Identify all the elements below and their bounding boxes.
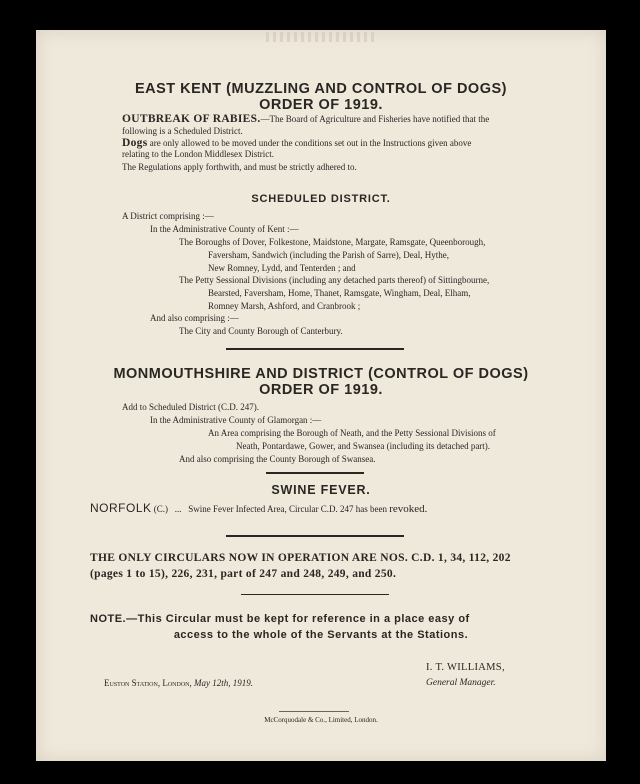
intro-paragraph-1 xyxy=(122,113,489,125)
county-name: NORFOLK xyxy=(90,501,152,515)
district-line: And also comprising :— xyxy=(150,313,239,323)
divider xyxy=(226,535,404,537)
divider xyxy=(226,348,404,350)
signatory-name: I. T. WILLIAMS, xyxy=(426,662,505,673)
district-line: The Petty Sessional Divisions (including any detached parts thereof) of Sittingbourne, xyxy=(179,275,490,285)
intro-paragraph-3: The Regulations apply forthwith, and must be strictly adhered to. xyxy=(122,162,357,172)
monmouth-line: In the Administrative County of Glamorgan :— xyxy=(150,415,322,425)
issue-date: May 12th, 1919. xyxy=(194,678,253,688)
leader-dots: ... xyxy=(174,504,182,514)
district-line: Faversham, Sandwich (including the Parish of Sarre), Deal, Hythe, xyxy=(208,250,449,260)
monmouth-line: Neath, Pontardawe, Gower, and Swansea (including its detached part). xyxy=(236,441,491,451)
circulars-line1: THE ONLY CIRCULARS NOW IN OPERATION ARE NOS. C.D. 1, 34, 112, 202 xyxy=(90,552,511,564)
intro-paragraph-2 xyxy=(122,137,471,149)
district-line: The Boroughs of Dover, Folkestone, Maidstone, Margate, Ramsgate, Queenborough, xyxy=(179,237,486,247)
place: Euston Station, London, xyxy=(104,678,192,688)
county-code: (C.) xyxy=(153,504,169,514)
east-kent-title-line1: EAST KENT (MUZZLING AND CONTROL OF DOGS) xyxy=(134,81,507,97)
dogs-text: are only allowed to be moved under the conditions set out in the Instructions given above xyxy=(147,138,472,148)
district-line: The City and County Borough of Canterbury. xyxy=(179,326,343,336)
monmouthshire-title-line2: ORDER OF 1919. xyxy=(259,382,383,398)
norfolk-entry xyxy=(90,501,427,515)
district-line: New Romney, Lydd, and Tenterden ; and xyxy=(208,263,356,273)
outbreak-lead: OUTBREAK OF RABIES. xyxy=(122,113,261,125)
district-line: A District comprising :— xyxy=(122,211,214,221)
district-line: In the Administrative County of Kent :— xyxy=(150,224,299,234)
swine-fever-text: Swine Fever Infected Area, Circular C.D. 247 has been xyxy=(188,504,387,514)
monmouthshire-title-line1: MONMOUTHSHIRE AND DISTRICT (CONTROL OF DOGS) xyxy=(113,366,529,382)
divider xyxy=(266,472,364,474)
staple-mark xyxy=(266,32,376,42)
monmouth-line: Add to Scheduled District (C.D. 247). xyxy=(122,402,259,412)
monmouth-line: An Area comprising the Borough of Neath, and the Petty Sessional Divisions of xyxy=(208,428,496,438)
revoked-status: revoked. xyxy=(389,503,428,515)
printer-imprint: McCorquodale & Co., Limited, London. xyxy=(264,716,378,724)
swine-fever-heading: SWINE FEVER. xyxy=(271,483,371,497)
intro-paragraph-2-cont: relating to the London Middlesex District. xyxy=(122,149,274,159)
scheduled-district-heading: SCHEDULED DISTRICT. xyxy=(251,193,391,205)
signatory-role: General Manager. xyxy=(426,678,496,688)
note-line2: access to the whole of the Servants at the Stations. xyxy=(173,629,469,641)
place-line xyxy=(104,678,253,688)
circulars-line2: (pages 1 to 15), 226, 231, part of 247 and 248, 249, and 250. xyxy=(90,568,397,580)
dogs-lead: Dogs xyxy=(122,137,148,149)
district-line: Romney Marsh, Ashford, and Cranbrook ; xyxy=(208,301,361,311)
district-line: Bearsted, Faversham, Home, Thanet, Ramsgate, Wingham, Deal, Elham, xyxy=(208,288,471,298)
outbreak-text: —The Board of Agriculture and Fisheries have notified that the xyxy=(260,114,490,124)
monmouth-line: And also comprising the County Borough of Swansea. xyxy=(179,454,376,464)
divider xyxy=(241,594,389,595)
east-kent-title-line2: ORDER OF 1919. xyxy=(259,97,383,113)
note-line1: NOTE.—This Circular must be kept for reference in a place easy of xyxy=(90,613,470,625)
divider xyxy=(279,711,349,712)
intro-paragraph-1-cont: following is a Scheduled District. xyxy=(122,126,243,136)
circular-page xyxy=(36,30,606,761)
